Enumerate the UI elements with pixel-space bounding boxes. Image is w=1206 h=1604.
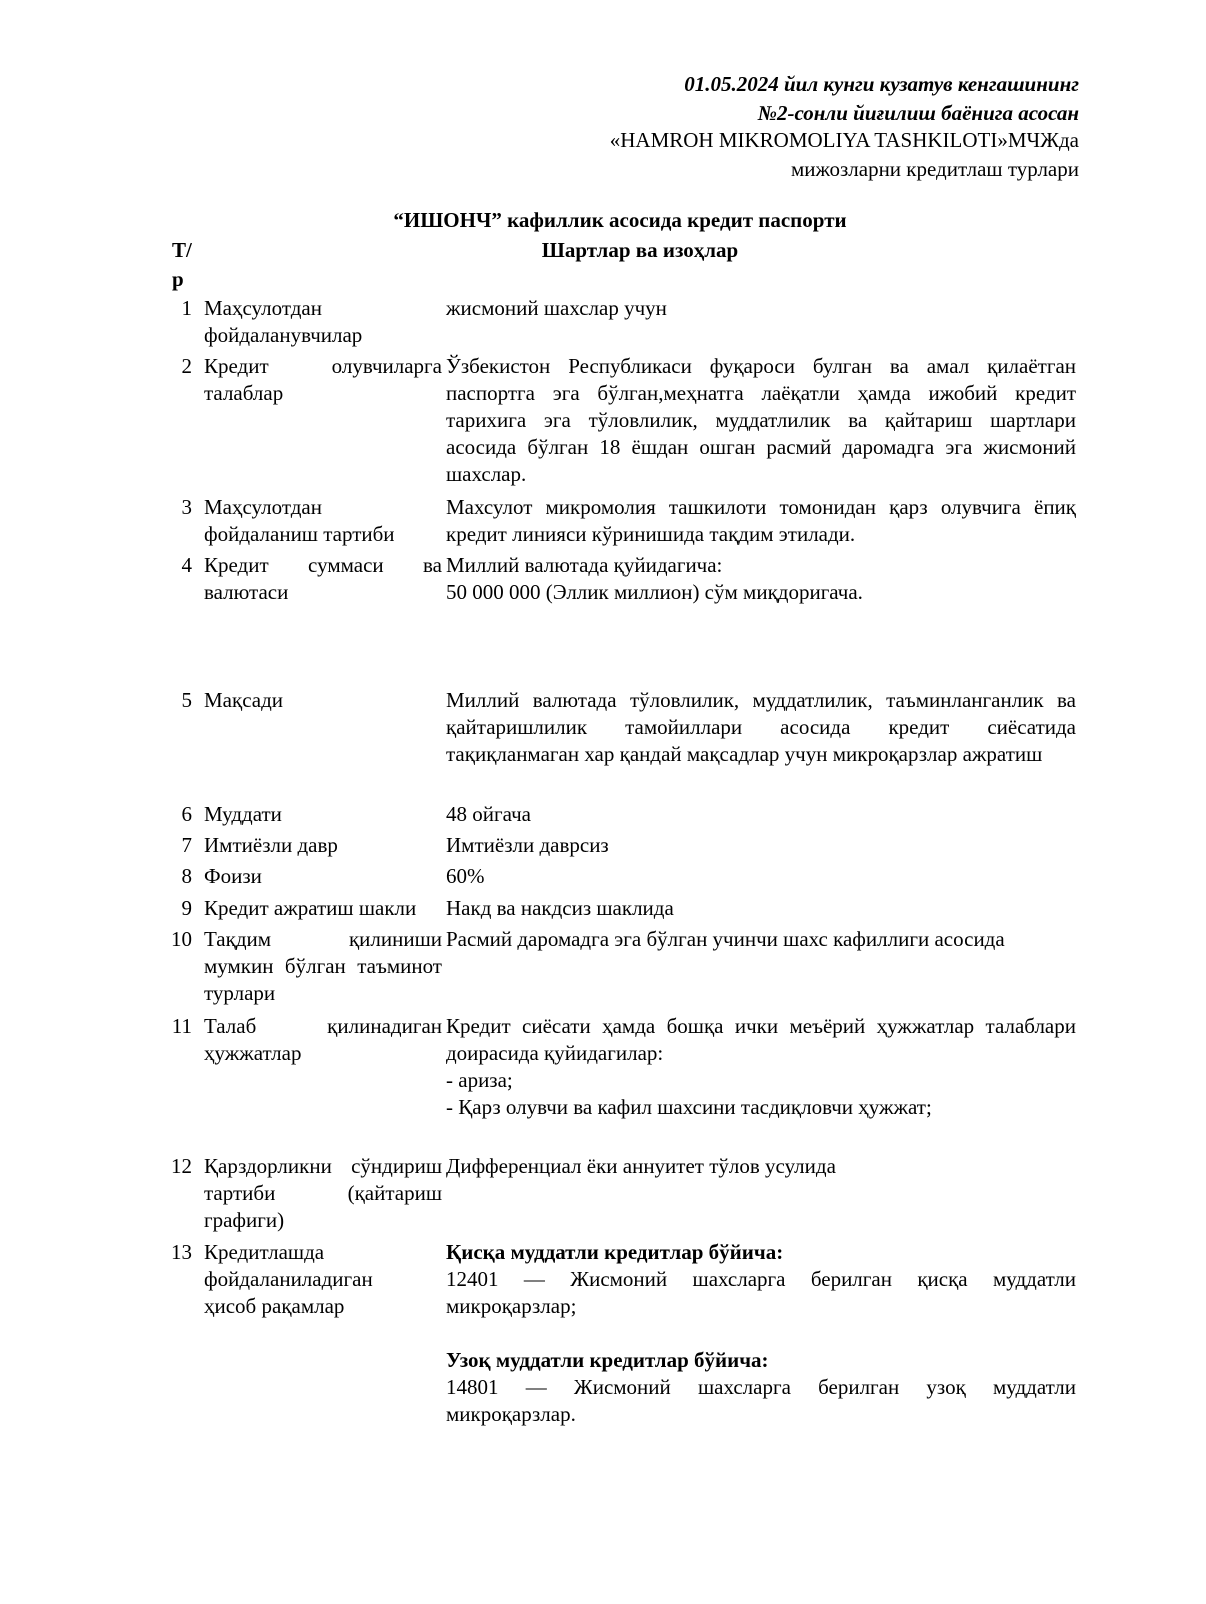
header-org [610, 126, 1079, 184]
row-value-line: 50 000 000 (Эллик миллион) сўм миқдоригача. [446, 580, 863, 604]
row-value: 60% [446, 864, 485, 888]
spacer [446, 1320, 1076, 1347]
row-value: Миллий валютада тўловлилик, муддатлилик, таъминланганлик ва қайтаришлилик тамойиллари асосида кредит сиёсатида тақиқланмаган хар қандай мақсадлар учун микроқарзлар ажратиш [446, 688, 1076, 766]
column-head-terms: Шартлар ва изоҳлар [541, 238, 739, 262]
row-label: Маҳсулотдан фойдаланиш тартиби [204, 495, 395, 546]
row-label: Маҳсулотдан фойдаланувчилар [204, 296, 363, 347]
row-number: 11 [171, 1014, 192, 1038]
row-value: Ўзбекистон Республикаси фуқароси булган ва амал қилаётган паспортга эга бўлган,меҳнатга лаёқатли ҳамда ижобий кредит тарихига эга тўловлилик, муддатлилик ва қайтариш шартлари асосида бўлган 18 ёшдан ошган расмий даромадга эга жисмоний шахслар. [446, 354, 1076, 486]
row-number: 8 [181, 864, 192, 888]
row-number: 5 [181, 688, 192, 712]
row-label: Талаб қилинадиган ҳужжатлар [204, 1014, 442, 1065]
row-value: Махсулот микромолия ташкилоти томонидан қарз олувчига ёпиқ кредит линияси кўринишида тақдим этилади. [446, 495, 1076, 546]
header-line-3: «HAMROH MIKROMOLIYA TASHKILOTI»МЧЖда [609, 128, 1079, 152]
row-number: 10 [171, 927, 192, 951]
row-label: Кредит олувчиларга талаблар [204, 354, 442, 405]
row-value: Имтиёзли даврсиз [446, 833, 609, 857]
row-number: 1 [181, 296, 192, 320]
row-label: Имтиёзли давр [204, 833, 338, 857]
row-number: 3 [181, 495, 192, 519]
column-head-number: Т/р [172, 238, 192, 291]
row-value [446, 552, 1076, 606]
row-label: Кредит суммаси ва валютаси [204, 553, 442, 604]
row-value: Накд ва накдсиз шаклида [446, 896, 674, 920]
row-number: 12 [171, 1154, 192, 1178]
short-term-heading: Қисқа муддатли кредитлар бўйича: [446, 1240, 784, 1264]
document-title: “ИШОНЧ” кафиллик асосида кредит паспорти [393, 208, 847, 232]
row-label: Фоизи [204, 864, 262, 888]
row-value: 48 ойгача [446, 802, 531, 826]
row-number: 4 [181, 553, 192, 577]
row-number: 2 [181, 354, 192, 378]
row-value-line: Миллий валютада қуйидагича: [446, 553, 723, 577]
row-number: 9 [181, 896, 192, 920]
long-term-text: 14801 — Жисмоний шахсларга берилган узоқ муддатли микроқарзлар. [446, 1375, 1076, 1426]
row-value-line: Кредит сиёсати ҳамда бошқа ички меъёрий ҳужжатлар талаблари доирасида қуйидагилар: [446, 1014, 1076, 1065]
row-label: Қарздорликни сўндириш тартиби (қайтариш графиги) [204, 1154, 442, 1232]
row-value [446, 1239, 1076, 1428]
row-value [446, 1013, 1076, 1121]
short-term-text: 12401 — Жисмоний шахсларга берилган қисқа муддатли микроқарзлар; [446, 1267, 1076, 1318]
row-label: Кредит ажратиш шакли [204, 896, 417, 920]
row-number: 7 [181, 833, 192, 857]
row-label: Мақсади [204, 688, 284, 712]
row-label: Кредитлашда фойдаланиладиган ҳисоб рақамлар [204, 1240, 373, 1318]
row-number: 6 [181, 802, 192, 826]
row-label: Тақдим қилиниши мумкин бўлган таъминот турлари [204, 927, 442, 1005]
row-value: Расмий даромадга эга бўлган учинчи шахс кафиллиги асосида [446, 927, 1005, 951]
header-approval [684, 70, 1079, 128]
row-value-line: - Қарз олувчи ва кафил шахсини тасдиқловчи ҳужжат; [446, 1095, 932, 1119]
row-value-line: - ариза; [446, 1068, 513, 1092]
long-term-heading: Узоқ муддатли кредитлар бўйича: [446, 1348, 769, 1372]
row-value: жисмоний шахслар учун [446, 296, 667, 320]
header-line-2: №2-сонли йиғилиш баёнига асосан [757, 101, 1079, 125]
row-label: Муддати [204, 802, 282, 826]
row-number: 13 [171, 1240, 192, 1264]
row-value: Дифференциал ёки аннуитет тўлов усулида [446, 1154, 836, 1178]
header-line-1: 01.05.2024 йил кунги кузатув кенгашининг [684, 72, 1079, 96]
header-line-4: мижозларни кредитлаш турлари [790, 157, 1079, 181]
